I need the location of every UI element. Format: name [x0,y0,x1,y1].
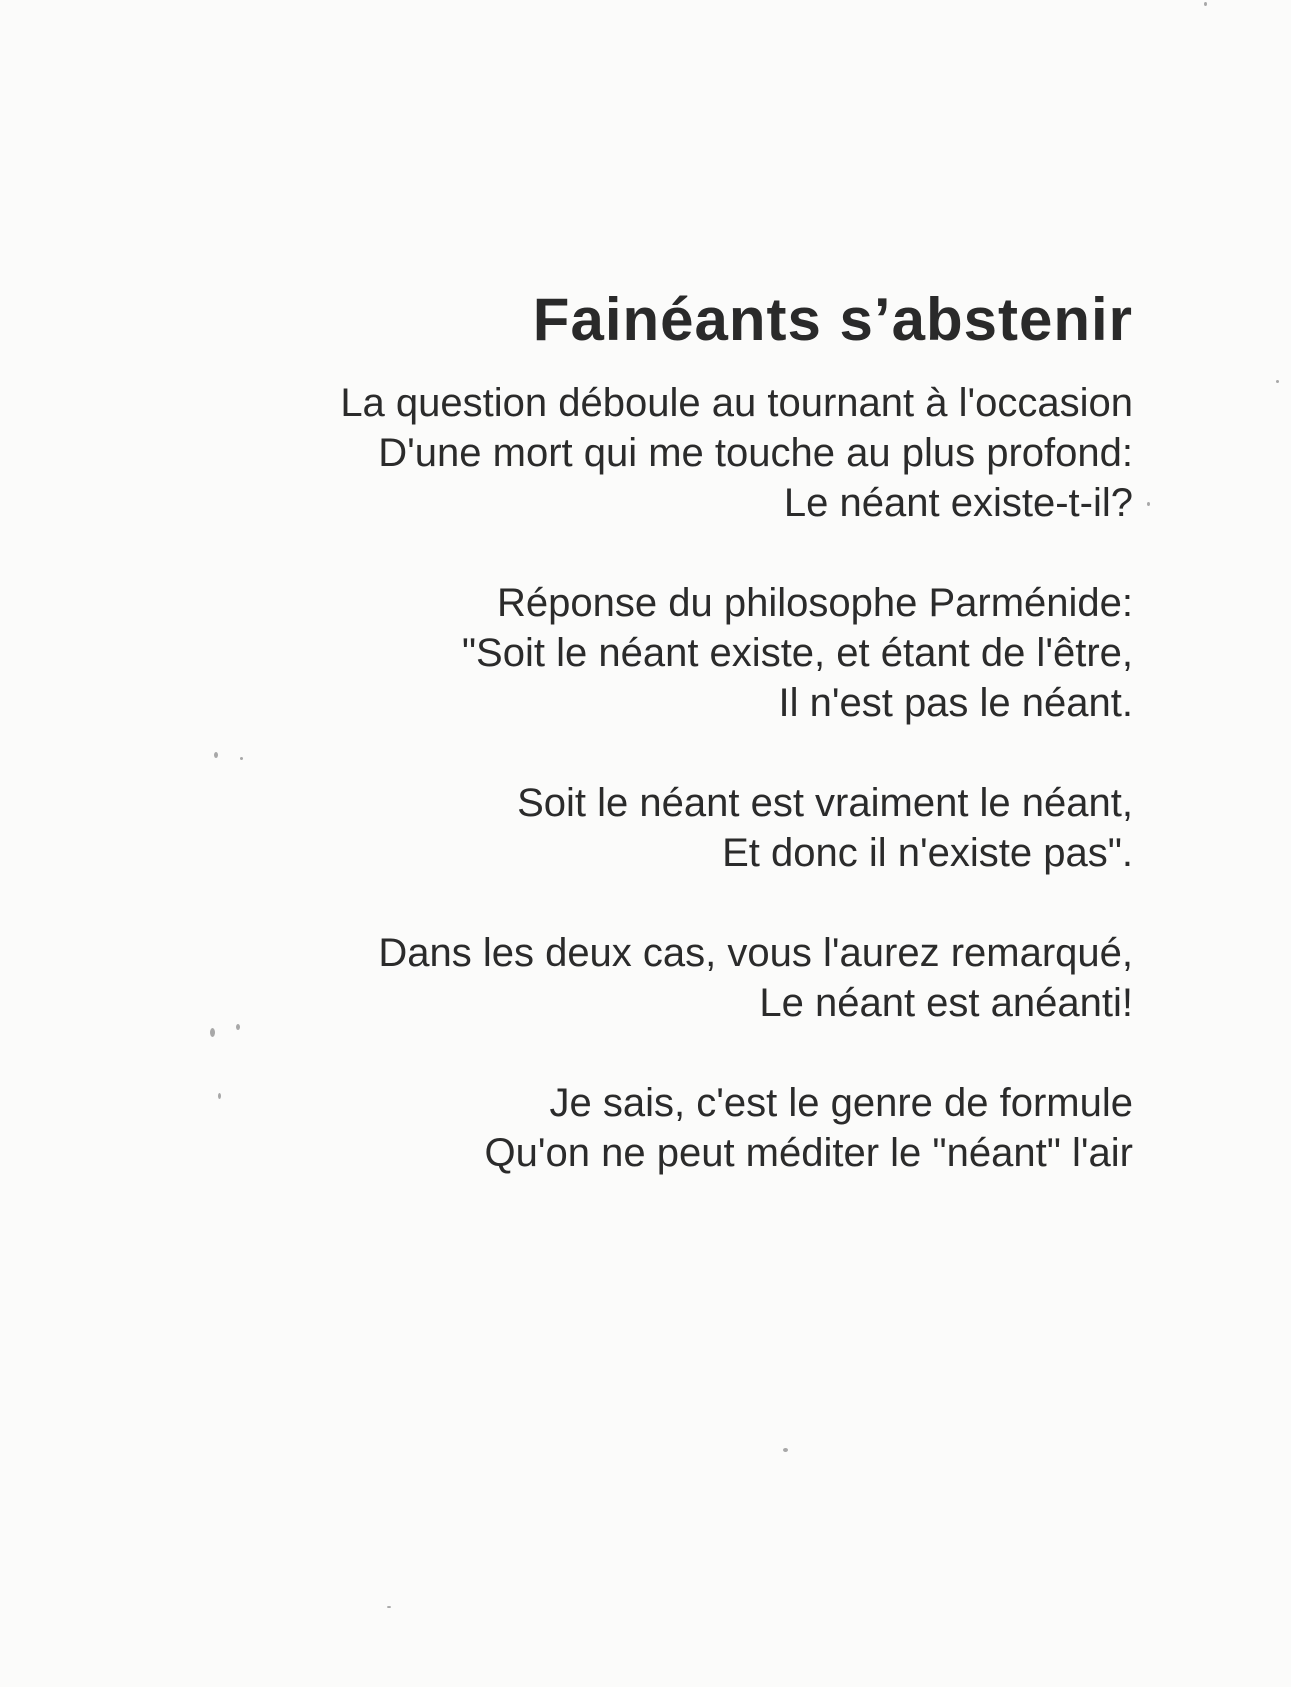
stanza-3 [233,778,1133,878]
poem-line: Dans les deux cas, vous l'aurez remarqué, [378,931,1133,975]
poem-title: Fainéants s’abstenir [532,286,1133,353]
poem-line: "Soit le néant existe, et étant de l'être, [461,631,1133,675]
poem-line: Réponse du philosophe Parménide: [497,581,1133,625]
stanza-2 [233,578,1133,728]
scan-speck [210,1028,215,1037]
scan-speck [218,1093,221,1099]
poem [233,282,1133,1228]
poem-line: Le néant est anéanti! [759,981,1133,1025]
stanza-5 [233,1078,1133,1178]
poem-line: D'une mort qui me touche au plus profond: [378,431,1133,475]
scan-speck [1276,380,1279,383]
scan-speck [1204,2,1207,6]
poem-line: Je sais, c'est le genre de formule [549,1081,1133,1125]
poem-line: Qu'on ne peut méditer le "néant" l'air [484,1131,1133,1175]
stanza-4 [233,928,1133,1028]
poem-line: Soit le néant est vraiment le néant, [517,781,1133,825]
scan-speck [783,1448,788,1452]
scan-speck [1147,502,1150,506]
poem-line: Il n'est pas le néant. [778,681,1133,725]
poem-line: Le néant existe-t-il? [783,481,1133,525]
scan-speck [214,752,218,758]
poem-line: Et donc il n'existe pas". [722,831,1133,875]
stanza-1 [233,378,1133,528]
scan-speck [387,1606,391,1608]
poem-line: La question déboule au tournant à l'occasion [340,381,1133,425]
